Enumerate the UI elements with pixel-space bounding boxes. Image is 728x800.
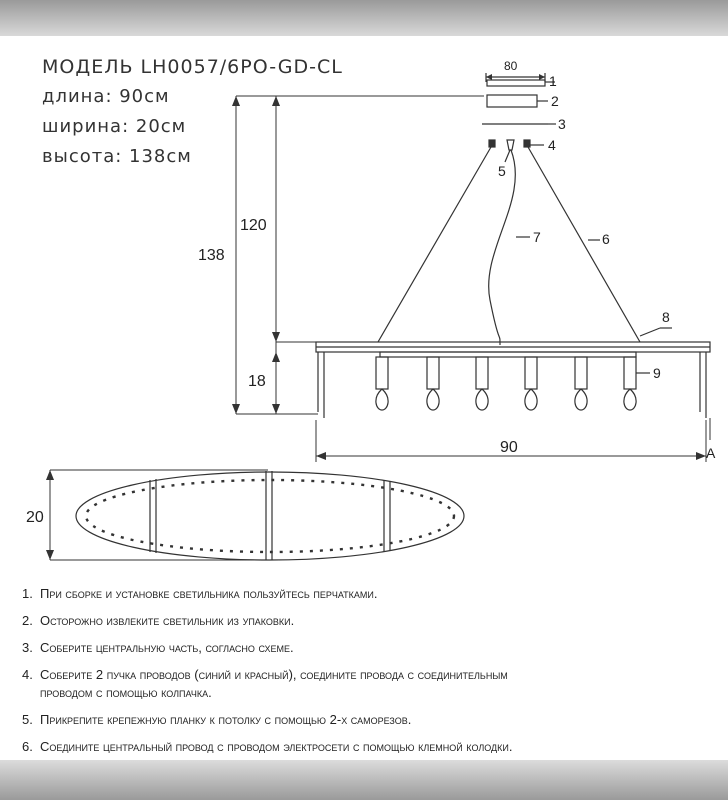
instruction-item [22,585,722,603]
lamp [525,357,537,410]
top-view [76,471,464,560]
callout-1: 1 [549,73,557,89]
power-wire [489,150,516,345]
instruction-list [22,585,722,765]
callout-6: 6 [602,231,610,247]
cable-left [378,147,491,342]
dim-bracket-width: 80 [504,59,518,73]
dim-total-height: 138 [198,247,225,264]
dim-body-height: 18 [248,373,266,390]
instruction-number: 1. [22,586,33,601]
callout-2: 2 [551,93,559,109]
spec-height: высота: 138см [42,146,192,167]
instruction-item [22,639,722,657]
instruction-item [22,612,722,630]
bottom-band [0,760,728,800]
instruction-text: Соедините центральный провод с проводом электросети с помощью клемной колодки. [40,739,513,754]
instruction-text: При сборке и установке светильника пользуйтесь перчатками. [40,586,378,601]
instruction-text: Соберите центральную часть, согласно схеме. [40,640,294,655]
ceiling-bracket [486,73,555,86]
dim-cable-length: 120 [240,217,267,234]
lamp [427,357,439,410]
callout-7: 7 [533,229,541,245]
lamp [575,357,587,410]
model-title: МОДЕЛЬ LH0057/6PO-GD-CL [42,56,343,78]
lamp-rail [380,352,636,357]
callout-9: 9 [653,365,661,381]
callout-8: 8 [662,309,670,325]
canopy [487,95,537,107]
view-label: A [706,445,716,461]
lamp [376,357,388,410]
callout-4: 4 [548,137,556,153]
wire-connector [507,140,514,150]
dim-top-width: 20 [26,509,44,526]
callout-5: 5 [498,163,506,179]
lamp [476,357,488,410]
instruction-number: 5. [22,712,33,727]
instruction-text: Соберите 2 пучка проводов (синий и красный), соедините провода с соединительным [40,667,508,682]
instruction-text: Осторожно извлеките светильник из упаковки. [40,613,295,628]
dim-body-length: 90 [500,439,518,456]
spec-width: ширина: 20см [42,116,187,137]
instruction-number: 3. [22,640,33,655]
instruction-number: 2. [22,613,33,628]
instruction-item [22,711,722,729]
lamp [624,357,636,410]
instruction-item [22,738,722,756]
spec-length: длина: 90см [42,86,170,107]
cable-clamp-left [489,140,495,147]
cable-right [528,147,640,342]
callout-3: 3 [558,116,566,132]
instruction-number: 4. [22,667,33,682]
instruction-continuation: проводом с помощью колпачка. [40,685,212,700]
instruction-number: 6. [22,739,33,754]
dimension-lines [50,96,710,560]
instruction-item [22,666,722,702]
instruction-text: Прикрепите крепежную планку к потолку с помощью 2-х саморезов. [40,712,412,727]
cable-clamp-right [524,140,530,147]
